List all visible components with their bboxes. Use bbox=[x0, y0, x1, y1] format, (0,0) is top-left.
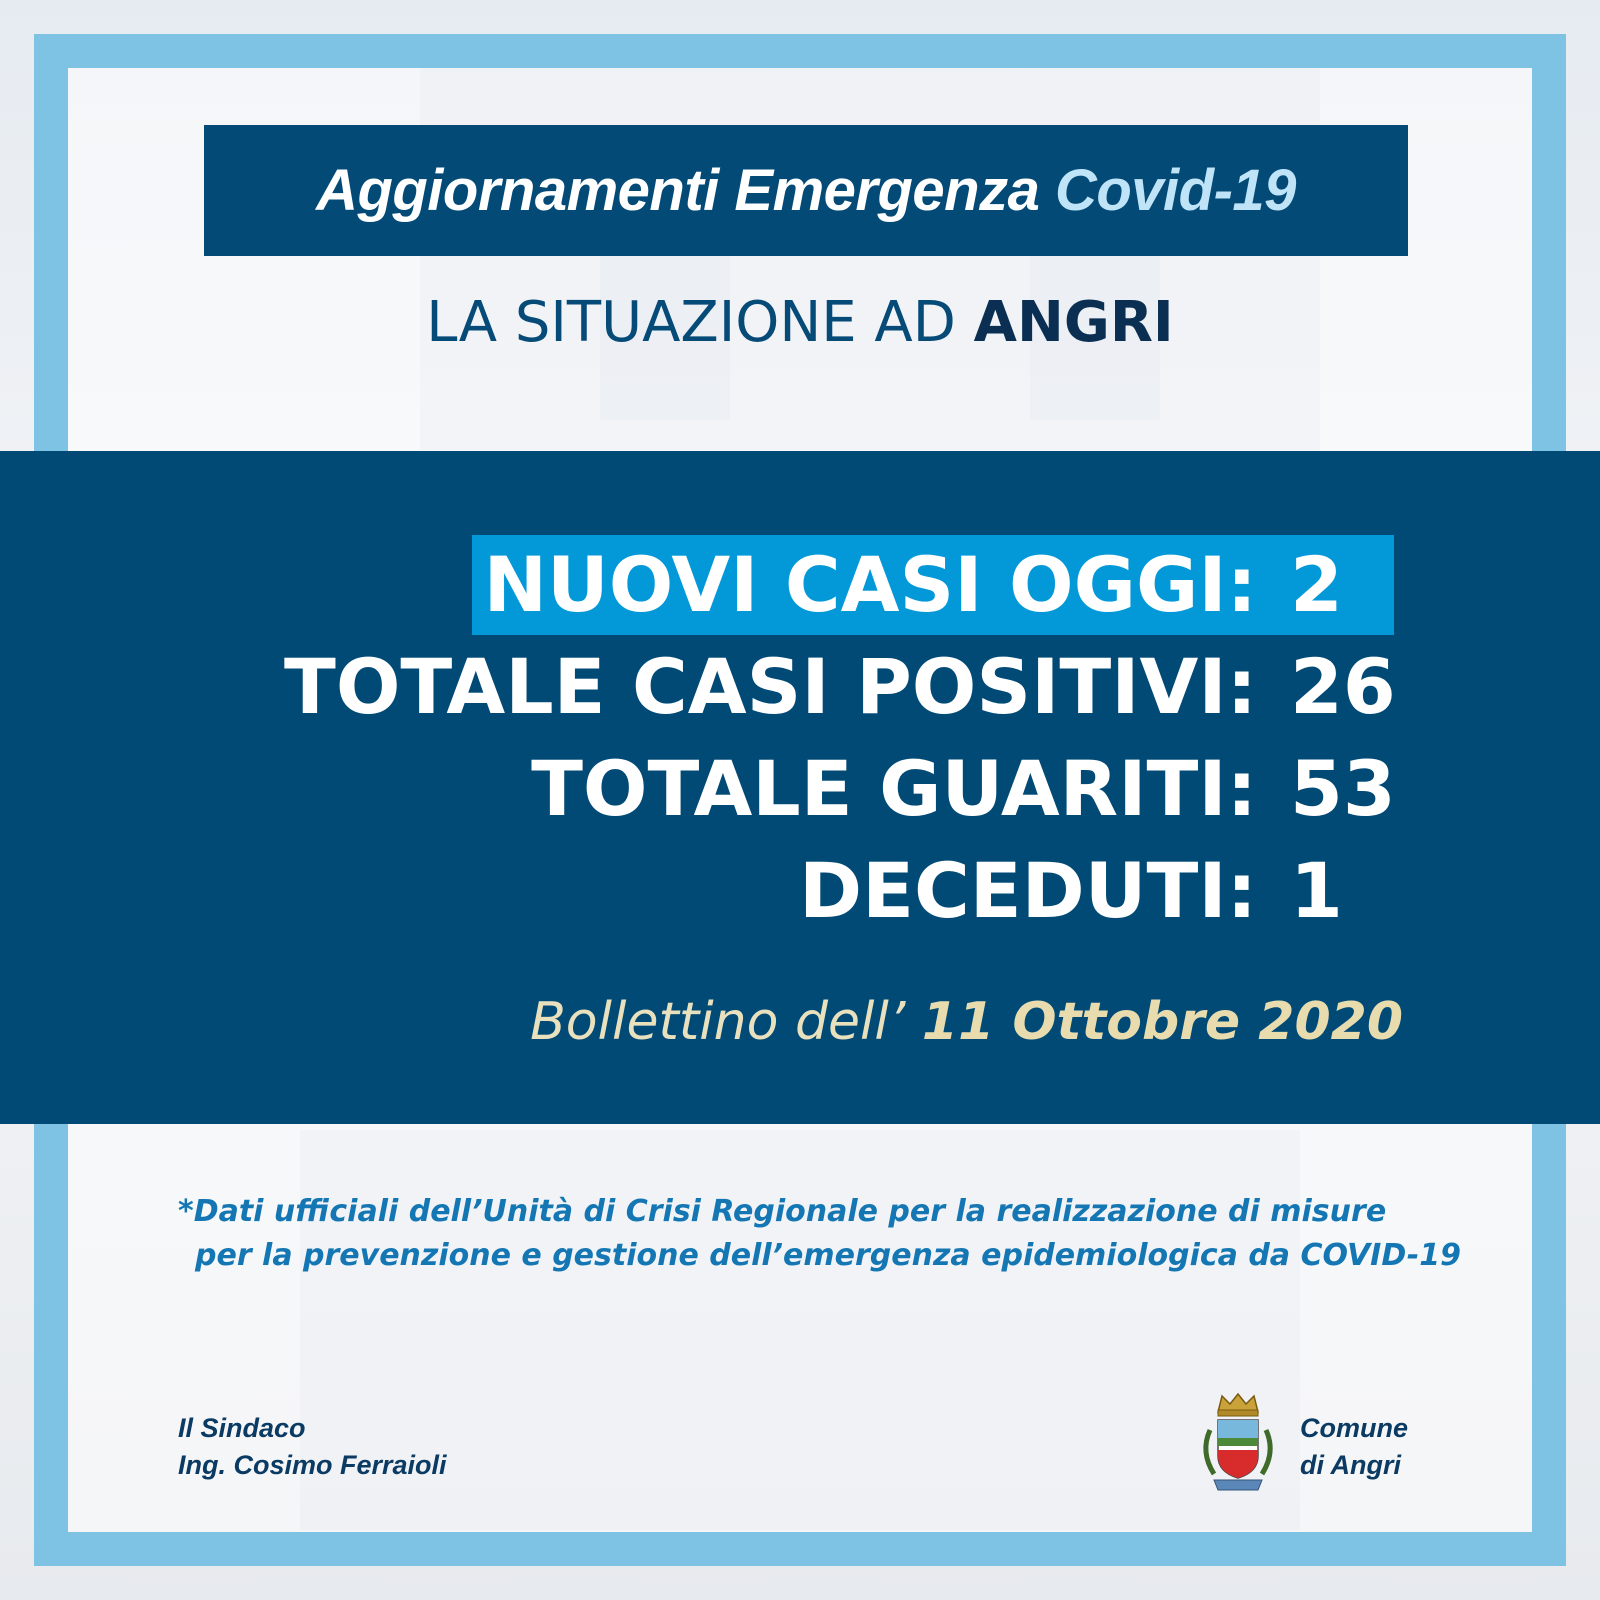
title-banner bbox=[204, 125, 1408, 256]
title-main: Aggiornamenti Emergenza bbox=[316, 158, 1055, 223]
stat-label-new-cases: NUOVI CASI OGGI: bbox=[483, 540, 1257, 629]
mayor-name: Ing. Cosimo Ferraioli bbox=[178, 1450, 447, 1480]
comune-line-2: di Angri bbox=[1300, 1450, 1401, 1480]
comune-name bbox=[1300, 1410, 1408, 1484]
subtitle-prefix: LA SITUAZIONE AD bbox=[426, 290, 974, 355]
mayor-signature bbox=[178, 1410, 447, 1484]
note-line-1: *Dati ufficiali dell’Unità di Crisi Regionale per la realizzazione di misure bbox=[178, 1194, 1387, 1229]
comune-line-1: Comune bbox=[1300, 1413, 1408, 1443]
stat-value-total-positive: 26 bbox=[1290, 642, 1396, 731]
subtitle bbox=[0, 290, 1600, 355]
title-accent: Covid-19 bbox=[1054, 158, 1296, 223]
stat-label-total-positive: TOTALE CASI POSITIVI: bbox=[283, 642, 1257, 731]
stat-value-total-recovered: 53 bbox=[1290, 744, 1396, 833]
official-data-note bbox=[178, 1190, 1461, 1278]
coat-of-arms-icon bbox=[1196, 1390, 1280, 1496]
stat-label-deceased: DECEDUTI: bbox=[798, 846, 1257, 935]
stat-label-total-recovered: TOTALE GUARITI: bbox=[531, 744, 1257, 833]
bulletin-prefix: Bollettino dell’ bbox=[530, 992, 922, 1052]
mayor-title: Il Sindaco bbox=[178, 1413, 306, 1443]
stat-value-new-cases: 2 bbox=[1290, 540, 1343, 629]
bulletin-date-line bbox=[530, 992, 1403, 1052]
stat-value-deceased: 1 bbox=[1290, 846, 1343, 935]
page-title bbox=[316, 157, 1296, 224]
bulletin-date: 11 Ottobre 2020 bbox=[921, 992, 1403, 1052]
subtitle-city: ANGRI bbox=[973, 290, 1174, 355]
note-line-2: per la prevenzione e gestione dell’emergenza epidemiologica da COVID-19 bbox=[195, 1238, 1461, 1273]
